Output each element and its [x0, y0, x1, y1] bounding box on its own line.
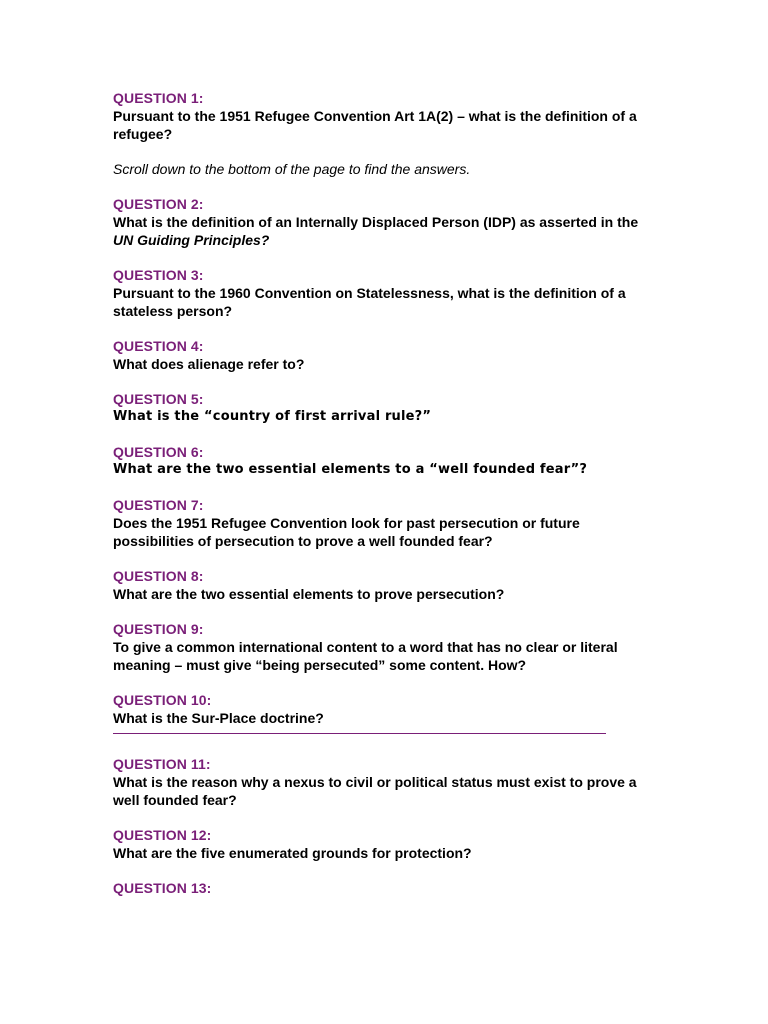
question-text: [113, 213, 658, 249]
question-3: [113, 266, 658, 320]
question-label: QUESTION 7:: [113, 497, 204, 513]
question-text: What is the “country of first arrival rule?”: [113, 409, 432, 424]
question-4: [113, 337, 658, 373]
question-7: [113, 496, 658, 550]
question-text: What are the two essential elements to prove persecution?: [113, 586, 505, 602]
question-text: What are the two essential elements to a “well founded fear”?: [113, 462, 588, 477]
question-label: QUESTION 1:: [113, 90, 204, 106]
question-label: QUESTION 5:: [113, 391, 204, 407]
question-2: [113, 195, 658, 249]
question-text: Pursuant to the 1951 Refugee Convention Art 1A(2) – what is the definition of a refugee?: [113, 108, 637, 142]
question-8: [113, 567, 658, 603]
question-13: [113, 879, 658, 897]
question-text: Does the 1951 Refugee Convention look for past persecution or future possibilities of persecution to prove a well founded fear?: [113, 515, 580, 549]
question-label: QUESTION 11:: [113, 756, 211, 772]
question-label: QUESTION 13:: [113, 880, 212, 896]
answers-note: Scroll down to the bottom of the page to find the answers.: [113, 161, 471, 177]
question-10: [113, 691, 658, 727]
question-label: QUESTION 9:: [113, 621, 204, 637]
question-5: [113, 390, 658, 426]
question-text: To give a common international content to a word that has no clear or literal meaning – must give “being persecuted” some content. How?: [113, 639, 618, 673]
question-11: [113, 755, 658, 809]
question-sheet: [113, 89, 658, 914]
question-text: What is the reason why a nexus to civil or political status must exist to prove a well founded fear?: [113, 774, 637, 808]
question-text: What is the Sur-Place doctrine?: [113, 710, 324, 726]
question-label: QUESTION 4:: [113, 338, 204, 354]
question-label: QUESTION 3:: [113, 267, 204, 283]
question-text: What does alienage refer to?: [113, 356, 305, 372]
question-9: [113, 620, 658, 674]
question-text-title-ref: UN Guiding Principles?: [113, 232, 270, 248]
question-6: [113, 443, 658, 479]
question-label: QUESTION 2:: [113, 196, 204, 212]
section-divider: [113, 733, 606, 734]
question-text: Pursuant to the 1960 Convention on Statelessness, what is the definition of a stateless person?: [113, 285, 626, 319]
question-label: QUESTION 12:: [113, 827, 212, 843]
question-label: QUESTION 10:: [113, 692, 212, 708]
question-1: [113, 89, 658, 143]
question-label: QUESTION 6:: [113, 444, 204, 460]
question-text: What are the five enumerated grounds for protection?: [113, 845, 472, 861]
question-12: [113, 826, 658, 862]
question-text-main: What is the definition of an Internally Displaced Person (IDP) as asserted in the: [113, 214, 639, 230]
question-label: QUESTION 8:: [113, 568, 204, 584]
